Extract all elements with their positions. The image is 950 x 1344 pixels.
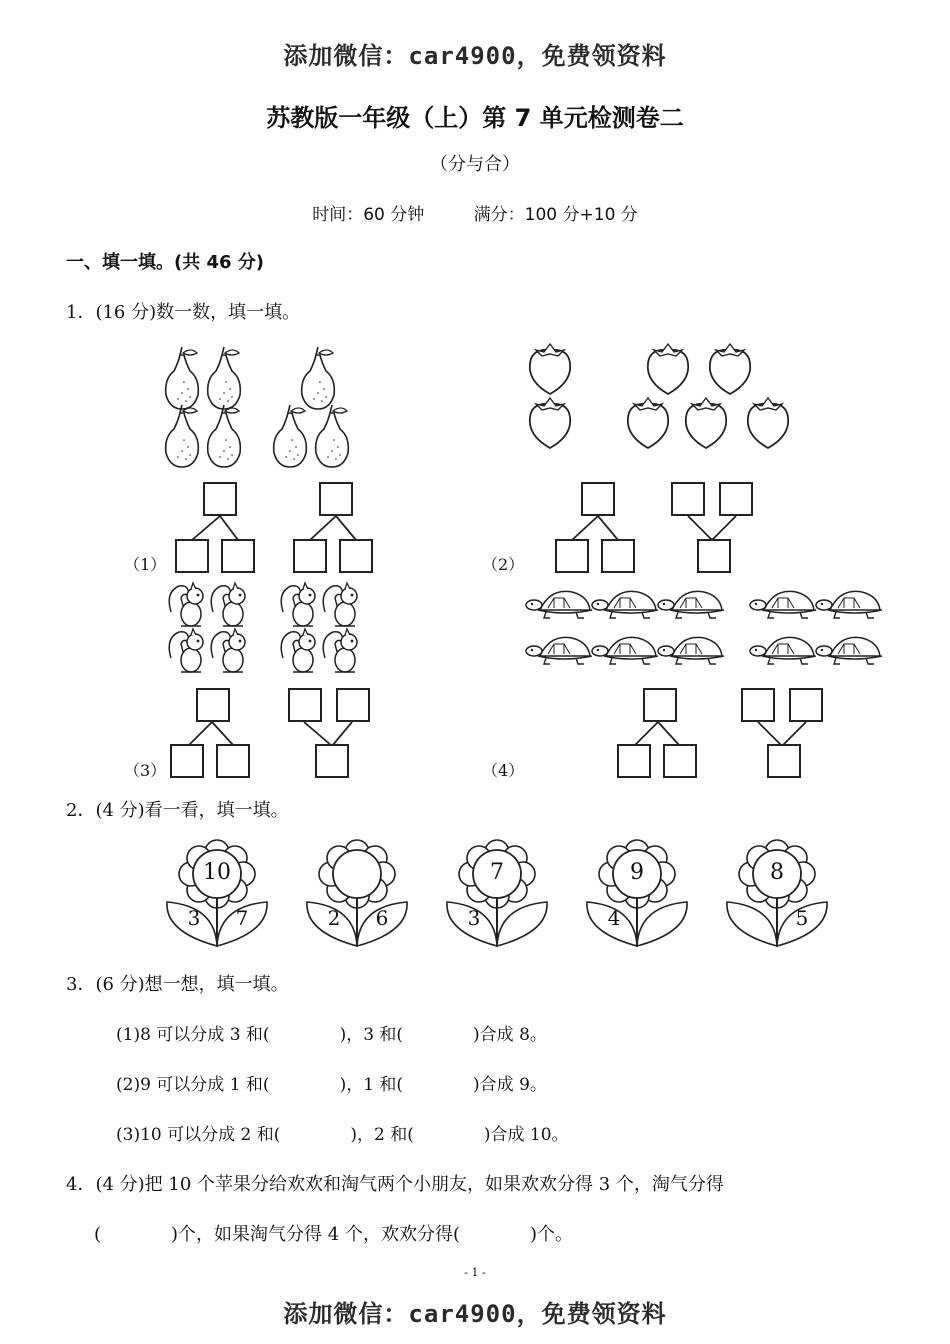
q1-2-right-top-box-a[interactable]: [671, 482, 705, 516]
time-limit: 时间：60 分钟: [312, 205, 425, 225]
page-subtitle: （分与合）: [430, 154, 520, 175]
q3-item-1: [116, 1020, 547, 1045]
q1-3-right-bottom-box[interactable]: [315, 744, 349, 778]
question-1: 1．(16 分)数一数，填一填。: [66, 302, 301, 323]
section-1-heading: 一、填一填。(共 46 分): [66, 252, 265, 273]
q1-4-right-top-box-a[interactable]: [741, 688, 775, 722]
q1-4-left-bottom-box-a[interactable]: [617, 744, 651, 778]
q1-1-right-bottom-box-a[interactable]: [293, 539, 327, 573]
watermark-bottom: 添加微信：car4900，免费领资料: [283, 1300, 667, 1328]
q3-1-part-c: )合成 8。: [473, 1025, 547, 1045]
pears-illustration: [160, 345, 380, 465]
q4-part-c: )个。: [529, 1224, 574, 1245]
page-number: - 1 -: [464, 1266, 486, 1279]
q1-1-left-bottom-box-a[interactable]: [175, 539, 209, 573]
question-3: 3．(6 分)想一想，填一填。: [66, 974, 289, 995]
flowers-row: [160, 838, 920, 958]
q1-2-right-bottom-box[interactable]: [697, 539, 731, 573]
q1-1-left-top-box[interactable]: [203, 482, 237, 516]
exam-info: [0, 200, 950, 225]
flower-1-center-number: 10: [203, 860, 231, 885]
q4-part-b: )个，如果淘气分得 4 个，欢欢分得(: [171, 1224, 460, 1245]
q1-part2-label: （2）: [482, 555, 525, 574]
q1-4-right-bottom-box[interactable]: [767, 744, 801, 778]
question-2: 2．(4 分)看一看，填一填。: [66, 800, 289, 821]
q1-part3-label: （3）: [124, 761, 167, 780]
q1-1-right-bottom-box-b[interactable]: [339, 539, 373, 573]
flower-1-left-leaf-number: 3: [187, 906, 201, 930]
q3-2-part-c: )合成 9。: [473, 1075, 547, 1095]
q3-2-part-a: (2)9 可以分成 1 和(: [116, 1075, 270, 1095]
q3-item-2: [116, 1070, 547, 1095]
flower-2-right-leaf-number: 6: [375, 906, 389, 930]
q1-1-left-bottom-box-b[interactable]: [221, 539, 255, 573]
q1-3-right-top-box-b[interactable]: [336, 688, 370, 722]
q1-2-left-top-box[interactable]: [581, 482, 615, 516]
q4-part-a: (: [94, 1224, 102, 1245]
q1-2-left-bottom-box-a[interactable]: [555, 539, 589, 573]
page-title: 苏教版一年级（上）第 7 单元检测卷二: [266, 104, 684, 132]
q3-3-part-a: (3)10 可以分成 2 和(: [116, 1125, 281, 1145]
q1-part2-tree-lines: [560, 512, 820, 572]
squirrels-illustration: [165, 582, 385, 682]
q1-3-left-bottom-box-a[interactable]: [170, 744, 204, 778]
flower-5-right-leaf-number: 5: [795, 906, 809, 930]
flower-3-center-number: 7: [490, 860, 504, 885]
q1-part1-label: （1）: [124, 555, 167, 574]
q1-part4-label: （4）: [482, 761, 525, 780]
flower-4-center-number: 9: [630, 860, 644, 885]
flower-1-right-leaf-number: 7: [235, 906, 249, 930]
turtles-illustration: [524, 586, 894, 676]
q1-4-right-top-box-b[interactable]: [789, 688, 823, 722]
q1-1-right-top-box[interactable]: [319, 482, 353, 516]
watermark-top: 添加微信：car4900，免费领资料: [283, 42, 667, 70]
q1-3-left-top-box[interactable]: [196, 688, 230, 722]
q3-2-part-b: )，1 和(: [339, 1075, 404, 1095]
q3-3-part-b: )，2 和(: [350, 1125, 414, 1145]
q1-2-left-bottom-box-b[interactable]: [601, 539, 635, 573]
question-4-line-1: 4．(4 分)把 10 个苹果分给欢欢和淘气两个小朋友，如果欢欢分得 3 个，淘气分得: [66, 1174, 724, 1195]
q1-2-right-top-box-b[interactable]: [719, 482, 753, 516]
q3-item-3: [116, 1120, 569, 1145]
flower-4-left-leaf-number: 4: [607, 906, 621, 930]
q3-3-part-c: )合成 10。: [483, 1125, 569, 1145]
q1-4-left-top-box[interactable]: [643, 688, 677, 722]
q1-3-left-bottom-box-b[interactable]: [216, 744, 250, 778]
q3-1-part-a: (1)8 可以分成 3 和(: [116, 1025, 270, 1045]
strawberries-illustration: [524, 338, 824, 448]
flower-2-left-leaf-number: 2: [327, 906, 341, 930]
q1-4-left-bottom-box-b[interactable]: [663, 744, 697, 778]
q3-1-part-b: )，3 和(: [339, 1025, 404, 1045]
question-4-line-2: [94, 1220, 573, 1246]
flower-5-center-number: 8: [770, 860, 784, 885]
q1-3-right-top-box-a[interactable]: [288, 688, 322, 722]
full-score: 满分：100 分+10 分: [473, 205, 638, 225]
flower-3-left-leaf-number: 3: [467, 906, 481, 930]
